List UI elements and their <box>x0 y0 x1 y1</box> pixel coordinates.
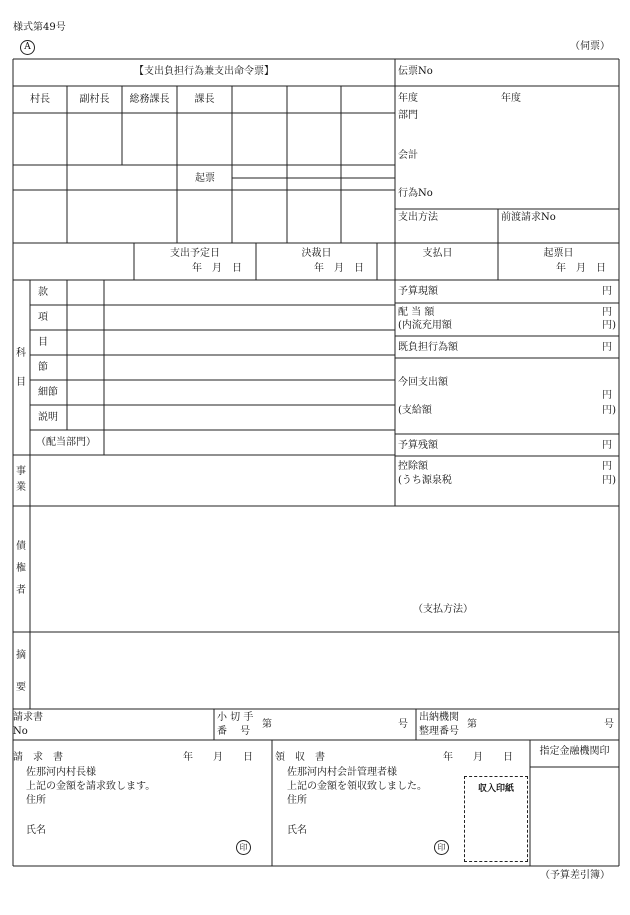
form-title: 【支出負担行為兼支出命令票】 <box>134 66 274 77</box>
ryoshu-seal: 印 <box>434 840 449 855</box>
moku-label: 目 <box>38 337 48 348</box>
ryoshu-to: 佐那河内村会計管理者様 <box>287 767 397 778</box>
nendo-label-2: 年度 <box>501 93 521 104</box>
seikyu-jusho: 住所 <box>26 795 46 806</box>
seikyu-text: 上記の金額を請求致します。 <box>26 781 156 792</box>
denpyo-no-label: 伝票No <box>398 66 433 77</box>
kihyo-ymd: 年 月 日 <box>556 263 606 274</box>
kamoku-label-1: 科 <box>16 348 26 359</box>
kogitte-dai: 第 <box>262 719 272 730</box>
saiken-label-2: 権 <box>16 563 26 574</box>
jigyo-label-1: 事 <box>16 466 26 477</box>
seikyu-seal: 印 <box>236 840 251 855</box>
seikyu-shimei: 氏名 <box>26 825 46 836</box>
seikyu-ymd: 年 月 日 <box>183 752 253 763</box>
setsumei-label: 説明 <box>38 412 58 423</box>
haito-gaku-label: 配 当 額 <box>398 307 435 318</box>
shishutsu-hoho-label: 支出方法 <box>398 212 438 223</box>
shishutsu-yotei-ymd: 年 月 日 <box>192 263 242 274</box>
bumon-label: 部門 <box>398 110 418 121</box>
nairyu-label: (内流充用額 <box>398 320 452 331</box>
saisetsu-label: 細節 <box>38 387 58 398</box>
kamoku-label-2: 目 <box>16 377 26 388</box>
kan-label: 款 <box>38 287 48 298</box>
kogitte-label-1: 小 切 手 <box>217 712 254 723</box>
konkai-yen: 円 <box>602 390 612 401</box>
gensen-yen: 円) <box>602 475 616 486</box>
suitou-dai: 第 <box>467 719 477 730</box>
kogitte-label-2: 番 号 <box>217 726 251 737</box>
ryoshu-ymd: 年 月 日 <box>443 752 513 763</box>
ryoshu-jusho: 住所 <box>287 795 307 806</box>
suitou-label-2: 整理番号 <box>419 726 459 737</box>
somu-kacho-label: 総務課長 <box>129 94 170 105</box>
kojo-yen: 円 <box>602 461 612 472</box>
kifutan-yen: 円 <box>602 342 612 353</box>
yosan-gengaku-label: 予算現額 <box>398 286 438 297</box>
kogitte-go: 号 <box>398 719 408 730</box>
seikyusho-no-label: No <box>13 726 28 737</box>
suitou-label-1: 出納機関 <box>419 712 459 723</box>
ko-label: 項 <box>38 312 48 323</box>
inquiry-label: （伺票） <box>570 41 610 52</box>
kaikei-label: 会計 <box>398 150 418 161</box>
nendo-label-1: 年度 <box>398 93 418 104</box>
zangaku-label: 予算残額 <box>398 440 438 451</box>
seikyu-to: 佐那河内村長様 <box>26 767 96 778</box>
kessai-label: 決裁日 <box>301 248 332 259</box>
yosan-gengaku-yen: 円 <box>602 286 612 297</box>
suitou-go: 号 <box>604 719 614 730</box>
saiken-label-3: 者 <box>16 585 26 596</box>
kihyo-label: 起票 <box>195 173 215 184</box>
tekiyo-label-2: 要 <box>16 682 26 693</box>
tekiyo-label-1: 摘 <box>16 650 26 661</box>
shishutsu-yotei-label: 支出予定日 <box>170 248 220 259</box>
revenue-stamp-label: 収入印紙 <box>477 784 514 794</box>
koui-no-label: 行為No <box>398 188 433 199</box>
haito-bumon-label: （配当部門） <box>36 437 96 448</box>
fuku-son-cho-label: 副村長 <box>79 94 110 105</box>
zangaku-yen: 円 <box>602 440 612 451</box>
gensen-label: (うち源泉税 <box>398 475 452 486</box>
kifutan-label: 既負担行為額 <box>398 342 458 353</box>
haito-gaku-yen: 円 <box>602 307 612 318</box>
yosan-sashibiki-label: （予算差引簿） <box>540 870 610 881</box>
seikyu-title: 請 求 書 <box>13 752 63 763</box>
seikyusho-label: 請求書 <box>13 712 43 723</box>
shitei-kinyu-label: 指定金融機関印 <box>539 746 610 757</box>
jigyo-label-2: 業 <box>16 482 26 493</box>
ryoshu-shimei: 氏名 <box>287 825 307 836</box>
kihyo-date-label: 起票日 <box>543 248 574 259</box>
kessai-ymd: 年 月 日 <box>314 263 364 274</box>
maewatashi-no-label: 前渡請求No <box>501 212 556 223</box>
shikyu-label: (支給額 <box>398 405 432 416</box>
setsu-label: 節 <box>38 362 48 373</box>
shikyu-yen: 円) <box>602 405 616 416</box>
son-cho-label: 村長 <box>30 94 50 105</box>
saiken-label-1: 債 <box>16 541 26 552</box>
kojo-label: 控除額 <box>398 461 428 472</box>
nairyu-yen: 円) <box>602 320 616 331</box>
ryoshu-title: 領 収 書 <box>275 752 325 763</box>
circle-a-mark: A <box>20 40 35 55</box>
konkai-label: 今回支出額 <box>398 377 448 388</box>
shiharai-hoho-label: （支払方法） <box>413 604 473 615</box>
ryoshu-text: 上記の金額を領収致しました。 <box>287 781 427 792</box>
kacho-label: 課長 <box>194 94 215 105</box>
form-number: 様式第49号 <box>13 22 66 33</box>
shiharai-label: 支払日 <box>422 248 453 259</box>
